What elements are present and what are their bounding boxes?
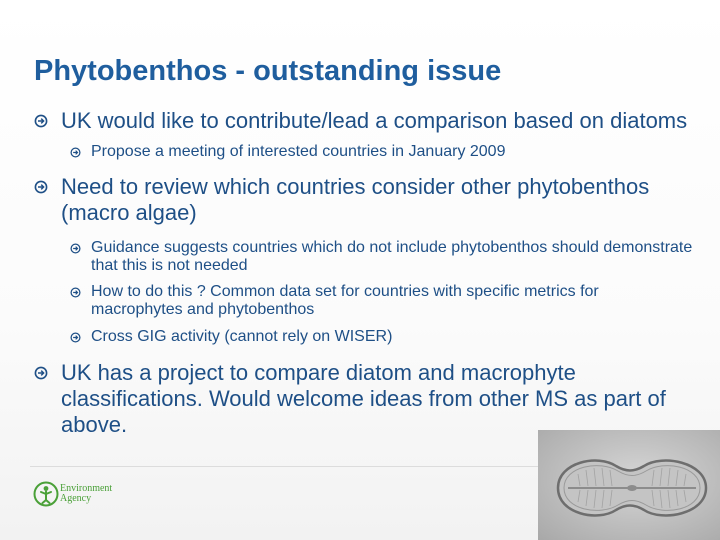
bullet-text: Propose a meeting of interested countries in January 2009 — [91, 143, 506, 160]
bullet-list — [34, 108, 694, 438]
diatom-micrograph — [538, 430, 720, 540]
bullet-item-level2 — [34, 328, 694, 346]
circle-arrow-right-icon — [34, 180, 48, 194]
bullet-text: How to do this ? Common data set for countries with specific metrics for macrophytes and phytobenthos — [91, 283, 599, 318]
circle-arrow-right-icon — [70, 287, 81, 298]
logo-line-2: Agency — [60, 493, 92, 504]
bullet-item-level1 — [34, 108, 694, 134]
footer-divider — [30, 466, 544, 467]
circle-arrow-right-icon — [70, 243, 81, 254]
bullet-item-level2 — [34, 143, 694, 161]
bullet-item-level1 — [34, 174, 694, 226]
bullet-text: Guidance suggests countries which do not include phytobenthos should demonstrate that this is not needed — [91, 239, 693, 274]
slide-title: Phytobenthos - outstanding issue — [34, 55, 502, 87]
diatom-image — [538, 430, 720, 540]
logo-text — [60, 484, 112, 504]
circle-arrow-right-icon — [34, 366, 48, 380]
circle-arrow-right-icon — [34, 114, 48, 128]
logo-line-1: Environment — [60, 483, 113, 494]
bullet-item-level2 — [34, 239, 694, 275]
circle-arrow-right-icon — [70, 147, 81, 158]
bullet-text: Need to review which countries consider other phytobenthos (macro algae) — [61, 174, 650, 225]
bullet-item-level1 — [34, 360, 694, 438]
leaf-figure-icon — [33, 481, 59, 507]
circle-arrow-right-icon — [70, 332, 81, 343]
bullet-text: UK has a project to compare diatom and macrophyte classifications. Would welcome ideas from other MS as part of above. — [61, 360, 666, 437]
bullet-text: Cross GIG activity (cannot rely on WISER) — [91, 328, 393, 345]
bullet-text: UK would like to contribute/lead a comparison based on diatoms — [61, 108, 688, 133]
bullet-item-level2 — [34, 283, 694, 319]
